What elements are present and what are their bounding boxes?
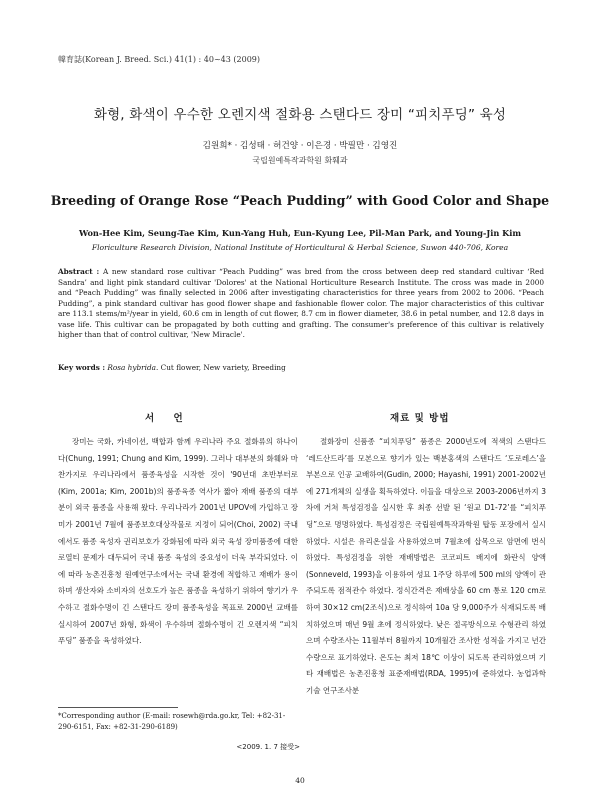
keywords-species: Rosa hybrida	[107, 363, 157, 372]
keywords-label: Key words :	[58, 363, 106, 372]
methods-paragraph: 절화장미 신품종 “피치푸딩” 품종은 2000년도에 적색의 스탠다드 ‘레드산드라’를 모본으로 향기가 있는 백분홍색의 스탠다드 ‘도로레스’을 부본으로 인공 교배하여(Gudin, 2000; Hayashi, 1991) 2001-2002년에 271개체의 실생을 획득하였다. 이들을 대상으로 2003-2006년까지 3차에 거쳐 특성검정을 실시한 후 최종 선발 된 ‘원교 D1-72’를 “피치푸딩”으로 명명하였다. 특성검정은 국립원예특작과학원 탑동 포장에서 실시하였다. 시설은 유리온실을 사용하였으며 7월초에 삽목으로 암면에 번식하였다. 특성검정을 위한 재배방법은 코코피트 배지에 화란식 양액(Sonneveld, 1993)을 이용하여 성묘 1주당 하루에 500 ml의 양액이 관주되도록 점적관수 하였다. 정식간격은 재배상을 60 cm 통로 120 cm로 하여 30×12 cm(2조식)으로 정식하여 10a 당 9,000주가 식재되도록 배치하였으며 매년 9월 초에 정식하였다. 낮은 절곡방식으로 수형관리 하였으며 수량조사는 11월부터 8월까지 10개월간 조사한 성적을 가지고 년간 수량으로 표기하였다. 온도는 최저 18℃ 이상이 되도록 관리하였으며 기타 재배법은 농촌진흥청 표준재배법(RDA, 1995)에 준하였다. 농업과학 기술 연구조사분	[306, 437, 546, 695]
authors-english: Won-Hee Kim, Seung-Tae Kim, Kun-Yang Huh, Eun-Kyung Lee, Pil-Man Park, and Young-Jin Kim	[78, 228, 522, 238]
introduction-paragraph: 장미는 국화, 카네이션, 백합과 함께 우리나라 주요 절화류의 하나이다(Chung, 1991; Chung and Kim, 1999). 그러나 대부분의 화훼와 마찬가지로 우리나라에서 품종육성을 시작한 것이 '90년대 초반부터로(Kim, 2001a; Kim, 2001b)의 품종육종 역사가 짧아 재배 품종의 대부분이 외국 품종을 사용해 왔다. 우리나라가 2001년 UPOV에 가입하고 장미가 2001년 7월에 품종보호대상작물로 지정이 되어(Choi, 2002) 국내에서도 품종 육성자 권리보호가 강화됨에 따라 외국 육성 장미품종에 대한 로열티 문제가 대두되어 국내 품종 육성의 중요성이 더욱 부각되었다. 이에 따라 농촌진흥청 원예연구소에서는 국내 환경에 적합하고 재배가 용이하며 생산자와 소비자의 선호도가 높은 품종을 육성하기 위하여 향기가 우수하고 절화수명이 긴 스탠다드 장미 품종육성을 목표로 2000년 교배를 실시하여 2007년 화형, 화색이 우수하며 절화수명이 긴 오렌지색 “피치푸딩” 품종을 육성하였다.	[58, 437, 298, 646]
affiliation-english: Floriculture Research Division, National Institute of Horticultural & Herbal Science, Suwon 440-706, Korea	[91, 243, 509, 252]
column-right	[306, 434, 546, 700]
keywords-list: . Cut flower, New variety, Breeding	[156, 363, 286, 372]
received-date: <2009. 1. 7 接受>	[236, 743, 300, 751]
title-english: Breeding of Orange Rose “Peach Pudding” with Good Color and Shape	[50, 193, 550, 208]
column-left	[58, 434, 298, 650]
footnote-divider	[58, 707, 178, 708]
keywords	[58, 363, 544, 372]
journal-citation: 韓育誌(Korean J. Breed. Sci.) 41(1) : 40~43 (2009)	[58, 55, 260, 64]
abstract-label: Abstract :	[58, 267, 100, 276]
abstract	[58, 267, 544, 341]
page-number: 40	[295, 776, 305, 785]
corresponding-author-footnote: *Corresponding author (E-mail: rosewh@rda.go.kr, Tel: +82-31-290-6151, Fax: +82-31-290-6189)	[58, 712, 286, 731]
section-heading-introduction: 서 언	[145, 413, 191, 424]
section-heading-materials-methods: 재료 및 방법	[390, 413, 450, 424]
authors-korean: 김원희* · 김성태 · 허건양 · 이은경 · 박필만 · 김영진	[202, 141, 398, 151]
abstract-text: A new standard rose cultivar “Peach Pudding” was bred from the cross between deep red standard cultivar ‘Red Sandra’ and light pink standard cultivar 'Dolores' at the National Horticulture Research Institute. The cross was made in 2000 and “Peach Pudding” was finally selected in 2006 after investigating characteristics for three years from 2002 to 2006. “Peach Pudding”, a pink standard cultivar has good flower shape and fashionable flower color. The major characteristics of this cultivar are 113.1 stems/m²/year in yield, 60.6 cm in length of cut flower, 8.7 cm in flower diameter, 38.6 in petal number, and 12.8 days in vase life. This cultivar can be propagated by both cutting and grafting. The consumer's preference of this cultivar is relatively higher than that of control cultivar, 'New Miracle'.	[58, 267, 544, 339]
affiliation-korean: 국립원예특작과학원 화훼과	[252, 156, 348, 165]
title-korean: 화형, 화색이 우수한 오렌지색 절화용 스탠다드 장미 “피치푸딩” 육성	[93, 107, 507, 123]
